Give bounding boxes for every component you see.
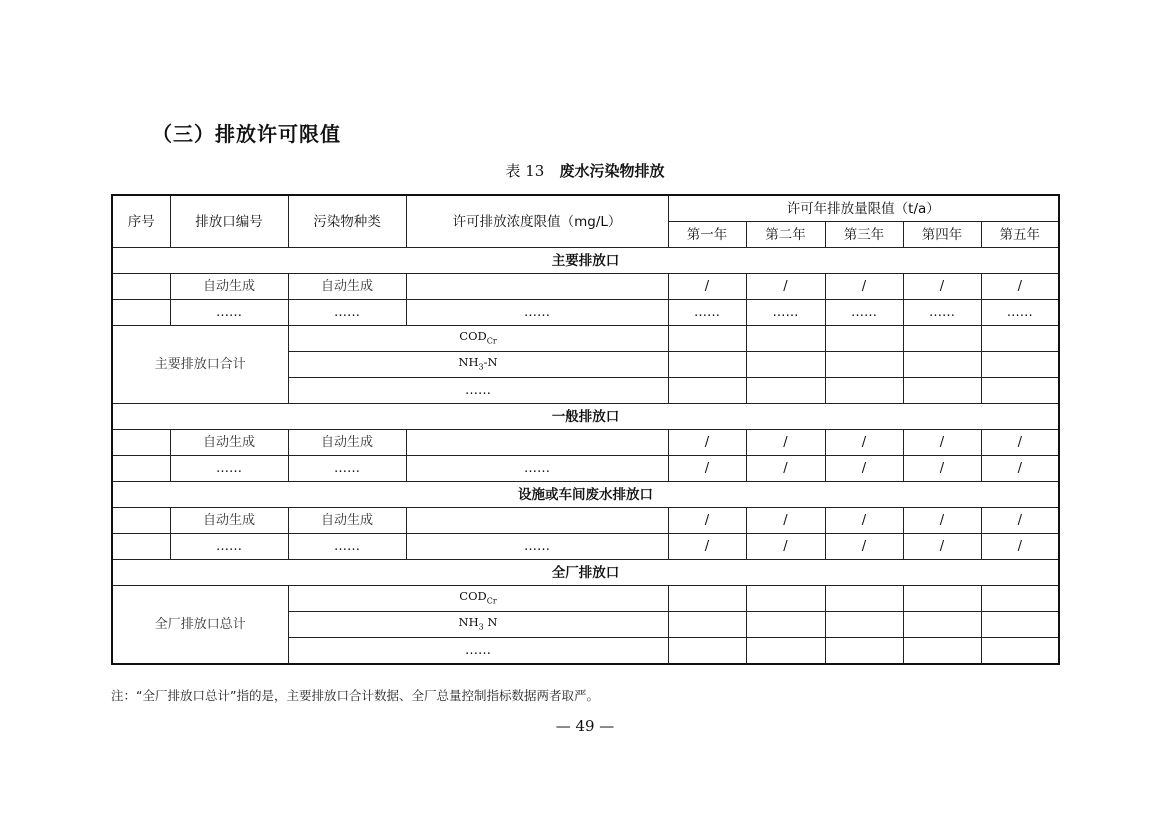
table-row bbox=[112, 456, 1059, 482]
table-row bbox=[112, 534, 1059, 560]
ellipsis-cell: …… bbox=[981, 300, 1059, 326]
year-value-cell: / bbox=[825, 508, 903, 534]
header-year-4: 第四年 bbox=[903, 222, 981, 248]
ellipsis-cell: …… bbox=[825, 300, 903, 326]
header-year-5: 第五年 bbox=[981, 222, 1059, 248]
page-number: — 49 — bbox=[555, 717, 615, 735]
plant-outlet-total-label: 全厂排放口总计 bbox=[112, 586, 288, 665]
table-row bbox=[112, 430, 1059, 456]
section-plant-outlet: 全厂排放口 bbox=[112, 560, 1059, 586]
year-value-cell: / bbox=[981, 508, 1059, 534]
year-value-cell: / bbox=[746, 274, 825, 300]
pollutant-cod: $COD_{Cr}$ bbox=[288, 326, 668, 352]
header-annual-limit: 许可年排放量限值（t/a） bbox=[668, 195, 1059, 222]
ellipsis-cell: …… bbox=[903, 300, 981, 326]
pollutant-nh3n: $NH_3$ N bbox=[288, 612, 668, 638]
header-pollutant: 污染物种类 bbox=[288, 195, 406, 248]
ellipsis-cell: …… bbox=[406, 534, 668, 560]
year-value-cell: / bbox=[981, 534, 1059, 560]
header-year-2: 第二年 bbox=[746, 222, 825, 248]
section-facility-outlet: 设施或车间废水排放口 bbox=[112, 482, 1059, 508]
ellipsis-cell: …… bbox=[170, 534, 288, 560]
outlet-id-cell: 自动生成 bbox=[170, 508, 288, 534]
table-row bbox=[112, 274, 1059, 300]
table-title: 废水污染物排放 bbox=[559, 162, 665, 180]
table-caption bbox=[0, 160, 1170, 181]
section-main-outlet: 主要排放口 bbox=[112, 248, 1059, 274]
year-value-cell: / bbox=[903, 274, 981, 300]
ellipsis-cell: …… bbox=[170, 456, 288, 482]
outlet-id-cell: 自动生成 bbox=[170, 274, 288, 300]
pollutant-cod: $COD_{Cr}$ bbox=[288, 586, 668, 612]
year-value-cell: / bbox=[746, 430, 825, 456]
year-value-cell: / bbox=[668, 274, 746, 300]
pollutant-cell: 自动生成 bbox=[288, 274, 406, 300]
year-value-cell: / bbox=[668, 430, 746, 456]
year-value-cell: / bbox=[903, 430, 981, 456]
header-outlet-id: 排放口编号 bbox=[170, 195, 288, 248]
ellipsis-cell: …… bbox=[288, 378, 668, 404]
table-note: 注：“全厂排放口总计”指的是，主要排放口合计数据、全厂总量控制指标数据两者取严。 bbox=[111, 688, 599, 703]
wastewater-emission-table bbox=[111, 194, 1060, 665]
ellipsis-cell: …… bbox=[668, 300, 746, 326]
table-row bbox=[112, 508, 1059, 534]
ellipsis-cell: …… bbox=[288, 300, 406, 326]
section-general-outlet: 一般排放口 bbox=[112, 404, 1059, 430]
year-value-cell: / bbox=[825, 456, 903, 482]
header-seq: 序号 bbox=[112, 195, 170, 248]
pollutant-cell: 自动生成 bbox=[288, 508, 406, 534]
table-row bbox=[112, 326, 1059, 352]
ellipsis-cell: …… bbox=[288, 638, 668, 665]
table-row bbox=[112, 586, 1059, 612]
year-value-cell: / bbox=[746, 534, 825, 560]
year-value-cell: / bbox=[981, 274, 1059, 300]
ellipsis-cell: …… bbox=[406, 300, 668, 326]
pollutant-nh3n: $NH_3-N$ bbox=[288, 352, 668, 378]
header-year-1: 第一年 bbox=[668, 222, 746, 248]
table-row bbox=[112, 300, 1059, 326]
year-value-cell: / bbox=[903, 508, 981, 534]
year-value-cell: / bbox=[746, 508, 825, 534]
year-value-cell: / bbox=[981, 430, 1059, 456]
header-year-3: 第三年 bbox=[825, 222, 903, 248]
ellipsis-cell: …… bbox=[170, 300, 288, 326]
year-value-cell: / bbox=[981, 456, 1059, 482]
ellipsis-cell: …… bbox=[288, 456, 406, 482]
year-value-cell: / bbox=[903, 456, 981, 482]
ellipsis-cell: …… bbox=[746, 300, 825, 326]
header-concentration-limit: 许可排放浓度限值（mg/L） bbox=[406, 195, 668, 248]
main-outlet-total-label: 主要排放口合计 bbox=[112, 326, 288, 404]
section-heading: （三）排放许可限值 bbox=[152, 122, 341, 146]
year-value-cell: / bbox=[668, 456, 746, 482]
year-value-cell: / bbox=[825, 534, 903, 560]
outlet-id-cell: 自动生成 bbox=[170, 430, 288, 456]
year-value-cell: / bbox=[668, 534, 746, 560]
ellipsis-cell: …… bbox=[288, 534, 406, 560]
year-value-cell: / bbox=[668, 508, 746, 534]
pollutant-cell: 自动生成 bbox=[288, 430, 406, 456]
year-value-cell: / bbox=[746, 456, 825, 482]
table-number: 表 13 bbox=[505, 162, 545, 180]
year-value-cell: / bbox=[825, 430, 903, 456]
year-value-cell: / bbox=[903, 534, 981, 560]
year-value-cell: / bbox=[825, 274, 903, 300]
ellipsis-cell: …… bbox=[406, 456, 668, 482]
